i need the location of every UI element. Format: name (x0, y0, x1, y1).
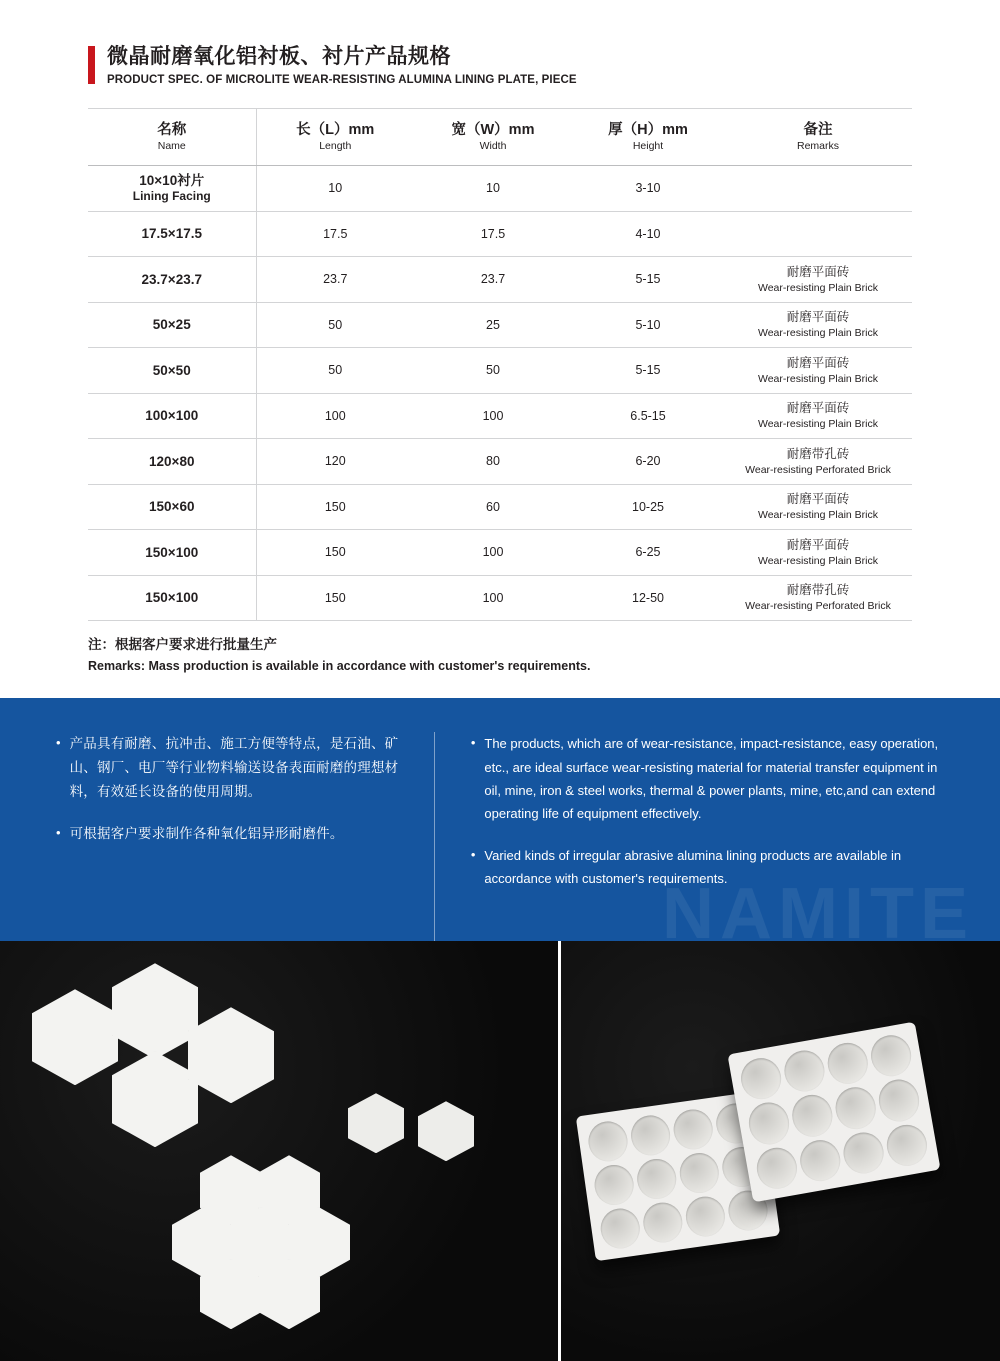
feature-text-en: Varied kinds of irregular abrasive alumina lining products are available in accordance with customer's requirements. (484, 847, 902, 887)
cell-name: 150×100 (88, 530, 256, 576)
column-header-remarks-cn: 备注 (803, 121, 833, 138)
feature-text-cn: 产品具有耐磨、抗冲击、施工方便等特点，是石油、矿山、钢厂、电厂等行业物料输送设备表面耐磨的理想材料，有效延长设备的使用周期。 (69, 736, 399, 800)
bullet-icon: • (470, 735, 476, 751)
column-header-name (88, 109, 256, 166)
cell-name: 100×100 (88, 393, 256, 439)
column-header-length (256, 109, 414, 166)
cell-height: 6-25 (572, 530, 724, 576)
table-row (88, 257, 912, 303)
cell-remarks: 耐磨平面砖 Wear-resisting Plain Brick (724, 348, 912, 394)
header-accent-bar (88, 46, 95, 84)
hexagonal-alumina-tiles-photo (0, 941, 558, 1361)
cell-height: 5-15 (572, 348, 724, 394)
cell-remarks (724, 211, 912, 257)
note-cn: 注：根据客户要求进行批量生产 (88, 637, 277, 653)
table-row (88, 439, 912, 485)
feature-item (471, 732, 944, 826)
bullet-icon: • (56, 735, 61, 751)
cell-height: 10-25 (572, 484, 724, 530)
cell-length: 50 (256, 302, 414, 348)
bullet-icon: • (470, 846, 476, 862)
cell-remarks: 耐磨平面砖 Wear-resisting Plain Brick (724, 530, 912, 576)
cell-height: 6.5-15 (572, 393, 724, 439)
column-header-height-cn: 厚（H）mm (608, 121, 688, 138)
cell-width: 80 (414, 439, 572, 485)
cell-remarks: 耐磨平面砖 Wear-resisting Plain Brick (724, 302, 912, 348)
spec-table-body (88, 166, 912, 621)
table-row (88, 484, 912, 530)
note-en: Remarks: Mass production is available in accordance with customer's requirements. (88, 659, 591, 674)
column-header-name-cn: 名称 (157, 121, 187, 138)
page-title-cn: 微晶耐磨氧化铝衬板、衬片产品规格 (107, 45, 451, 68)
features-band (0, 698, 1000, 941)
cell-remarks (724, 166, 912, 212)
cell-remarks: 耐磨平面砖 Wear-resisting Plain Brick (724, 484, 912, 530)
table-row (88, 530, 912, 576)
cell-width: 60 (414, 484, 572, 530)
spec-table-container (88, 108, 912, 621)
table-row (88, 575, 912, 621)
feature-text-cn: 可根据客户要求制作各种氧化铝异形耐磨件。 (69, 826, 344, 842)
cell-length: 10 (256, 166, 414, 212)
features-column-en (434, 732, 944, 941)
cell-width: 100 (414, 530, 572, 576)
table-row (88, 302, 912, 348)
column-header-length-cn: 长（L）mm (296, 121, 375, 138)
table-header-row (88, 109, 912, 166)
spec-table-head (88, 109, 912, 166)
column-header-height (572, 109, 724, 166)
feature-item (56, 822, 408, 846)
column-header-length-en: Length (319, 139, 352, 152)
perforated-alumina-plates-photo (558, 941, 1000, 1361)
feature-item (56, 732, 408, 804)
cell-width: 23.7 (414, 257, 572, 303)
cell-height: 4-10 (572, 211, 724, 257)
cell-width: 100 (414, 575, 572, 621)
column-header-remarks (724, 109, 912, 166)
cell-length: 150 (256, 530, 414, 576)
column-header-width (414, 109, 572, 166)
column-header-height-en: Height (632, 139, 664, 152)
plate-dimples (738, 1032, 930, 1192)
column-header-width-en: Width (479, 139, 507, 152)
column-header-name-en: Name (157, 139, 186, 152)
page-title-en: PRODUCT SPEC. OF MICROLITE WEAR-RESISTING ALUMINA LINING PLATE, PIECE (107, 74, 577, 87)
cell-remarks: 耐磨带孔砖 Wear-resisting Perforated Brick (724, 439, 912, 485)
cell-name: 17.5×17.5 (88, 211, 256, 257)
cell-remarks: 耐磨带孔砖 Wear-resisting Perforated Brick (724, 575, 912, 621)
table-row (88, 393, 912, 439)
cell-name: 50×25 (88, 302, 256, 348)
cell-name: 50×50 (88, 348, 256, 394)
cell-height: 5-10 (572, 302, 724, 348)
cell-length: 23.7 (256, 257, 414, 303)
cell-name: 120×80 (88, 439, 256, 485)
cell-name: 23.7×23.7 (88, 257, 256, 303)
cell-length: 50 (256, 348, 414, 394)
cell-name: 150×60 (88, 484, 256, 530)
column-header-width-cn: 宽（W）mm (451, 121, 535, 138)
cell-height: 6-20 (572, 439, 724, 485)
cell-length: 150 (256, 484, 414, 530)
features-content (0, 698, 1000, 941)
table-row (88, 348, 912, 394)
bullet-icon: • (56, 825, 61, 841)
page-header (0, 0, 1000, 86)
table-note (88, 635, 912, 676)
cell-width: 100 (414, 393, 572, 439)
features-column-cn (56, 732, 434, 941)
cell-length: 100 (256, 393, 414, 439)
spec-table (88, 108, 912, 621)
table-row (88, 166, 912, 212)
cell-width: 50 (414, 348, 572, 394)
cell-width: 25 (414, 302, 572, 348)
watermark-logo: NAMITE (662, 874, 974, 942)
cell-height: 12-50 (572, 575, 724, 621)
cell-length: 17.5 (256, 211, 414, 257)
table-row (88, 211, 912, 257)
product-photos (0, 941, 1000, 1361)
cell-height: 3-10 (572, 166, 724, 212)
cell-length: 150 (256, 575, 414, 621)
cell-length: 120 (256, 439, 414, 485)
cell-width: 17.5 (414, 211, 572, 257)
cell-remarks: 耐磨平面砖 Wear-resisting Plain Brick (724, 393, 912, 439)
cell-name: 10×10衬片 Lining Facing (88, 166, 256, 212)
cell-width: 10 (414, 166, 572, 212)
feature-text-en: The products, which are of wear-resistance, impact-resistance, easy operation, etc., are ideal surface wear-resisting material for material transfer equipment in oil, mine, iron & steel works, thermal & power plants, mine, etc,and can extend operating life of equipment effectively. (484, 736, 939, 822)
feature-item (471, 844, 944, 891)
cell-name: 150×100 (88, 575, 256, 621)
cell-height: 5-15 (572, 257, 724, 303)
cell-remarks: 耐磨平面砖 Wear-resisting Plain Brick (724, 257, 912, 303)
header-text (107, 44, 577, 86)
column-header-remarks-en: Remarks (796, 139, 839, 152)
